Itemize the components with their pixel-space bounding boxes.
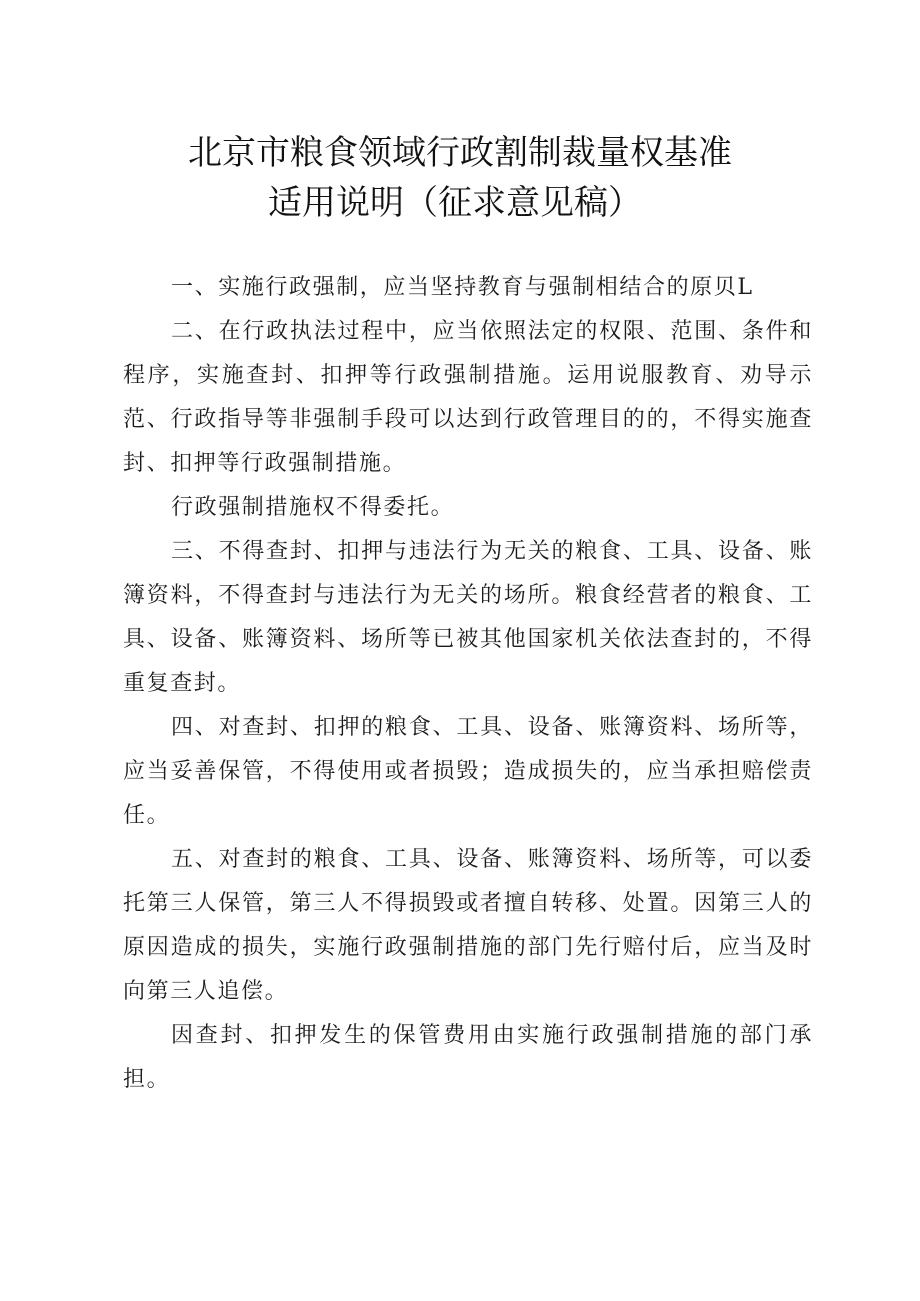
paragraph-4: 三、不得查封、扣押与违法行为无关的粮食、工具、设备、账簿资料，不得查封与违法行为无关的场所。粮食经营者的粮食、工具、设备、账簿资料、场所等已被其他国家机关依法查封的，不得重复查封。 (123, 539, 813, 696)
document-title (0, 128, 920, 228)
paragraph-3: 行政强制措施权不得委托。 (171, 495, 455, 520)
title-line-2: 适用说明（征求意见稿） (268, 183, 642, 223)
paragraph-1: 一、实施行政强制，应当坚持教育与强制相结合的原贝L (171, 275, 754, 300)
paragraph-2: 二、在行政执法过程中，应当依照法定的权限、范围、条件和程序，实施查封、扣押等行政强制措施。运用说服教育、劝导示范、行政指导等非强制手段可以达到行政管理目的的，不得实施查封、扣押等行政强制措施。 (123, 319, 813, 476)
title-line-1: 北京市粮食领域行政割制裁量权基准 (188, 133, 732, 173)
paragraph-5: 四、对查封、扣押的粮食、工具、设备、账簿资料、场所等，应当妥善保管，不得使用或者损毁；造成损失的，应当承担赔偿责任。 (123, 715, 813, 828)
document-body (123, 266, 813, 1102)
paragraph-7: 因查封、扣押发生的保管费用由实施行政强制措施的部门承担。 (123, 1023, 813, 1092)
paragraph-6: 五、对查封的粮食、工具、设备、账簿资料、场所等，可以委托第三人保管，第三人不得损毁或者擅自转移、处置。因第三人的原因造成的损失，实施行政强制措施的部门先行赔付后，应当及时向第三人追偿。 (123, 847, 813, 1004)
